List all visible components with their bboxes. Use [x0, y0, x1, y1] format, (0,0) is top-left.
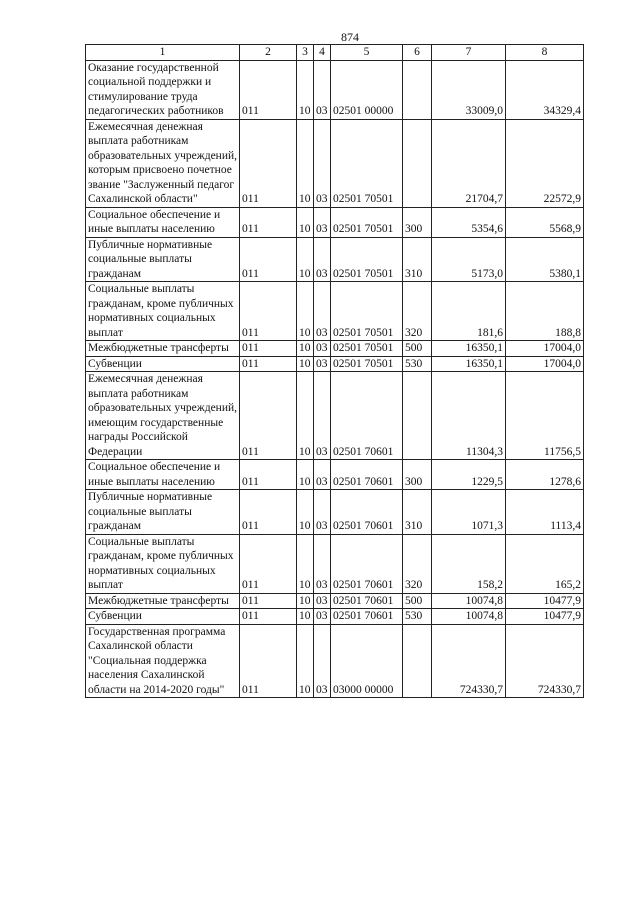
cell-target-item: 02501 70501: [331, 207, 403, 237]
cell-expense-type: 320: [403, 534, 432, 593]
cell-amount-col7: 158,2: [432, 534, 506, 593]
column-header: 7: [432, 45, 506, 61]
column-header: 8: [506, 45, 584, 61]
page-number: 874: [341, 30, 359, 44]
cell-expense-type: 300: [403, 460, 432, 490]
row-name: Публичные нормативные социальные выплаты гражданам: [86, 490, 240, 535]
table-row: [86, 119, 584, 207]
row-name: Субвенции: [86, 609, 240, 625]
cell-ministry-code: 011: [240, 490, 297, 535]
cell-ministry-code: 011: [240, 609, 297, 625]
cell-amount-col8: 1113,4: [506, 490, 584, 535]
cell-target-item: 02501 70601: [331, 372, 403, 460]
cell-subsection: 03: [314, 624, 331, 698]
cell-amount-col7: 1229,5: [432, 460, 506, 490]
cell-expense-type: 310: [403, 237, 432, 282]
cell-amount-col8: 724330,7: [506, 624, 584, 698]
table-row: [86, 609, 584, 625]
cell-ministry-code: 011: [240, 207, 297, 237]
cell-subsection: 03: [314, 207, 331, 237]
row-name: Оказание государственной социальной поддержки и стимулирование труда педагогических работников: [86, 60, 240, 119]
table-row: [86, 534, 584, 593]
cell-ministry-code: 011: [240, 460, 297, 490]
table-row: [86, 60, 584, 119]
cell-section: 10: [297, 460, 314, 490]
cell-target-item: 02501 70601: [331, 460, 403, 490]
cell-subsection: 03: [314, 490, 331, 535]
cell-section: 10: [297, 534, 314, 593]
column-header: 5: [331, 45, 403, 61]
table-row: [86, 237, 584, 282]
cell-target-item: 03000 00000: [331, 624, 403, 698]
cell-amount-col8: 10477,9: [506, 609, 584, 625]
cell-expense-type: 500: [403, 593, 432, 609]
cell-section: 10: [297, 593, 314, 609]
cell-ministry-code: 011: [240, 593, 297, 609]
row-name: Ежемесячная денежная выплата работникам образовательных учреждений, которым присвоено почетное звание "Заслуженный педагог Сахалинской области": [86, 119, 240, 207]
cell-expense-type: 530: [403, 356, 432, 372]
cell-expense-type: [403, 372, 432, 460]
table-row: [86, 282, 584, 341]
cell-ministry-code: 011: [240, 282, 297, 341]
cell-target-item: 02501 70501: [331, 119, 403, 207]
row-name: Социальное обеспечение и иные выплаты населению: [86, 460, 240, 490]
row-name: Межбюджетные трансферты: [86, 341, 240, 357]
table-row: [86, 341, 584, 357]
row-name: Социальное обеспечение и иные выплаты населению: [86, 207, 240, 237]
cell-expense-type: 320: [403, 282, 432, 341]
cell-section: 10: [297, 372, 314, 460]
cell-amount-col8: 34329,4: [506, 60, 584, 119]
row-name: Межбюджетные трансферты: [86, 593, 240, 609]
table-row: [86, 207, 584, 237]
cell-ministry-code: 011: [240, 237, 297, 282]
cell-amount-col7: 724330,7: [432, 624, 506, 698]
table-row: [86, 372, 584, 460]
cell-amount-col7: 21704,7: [432, 119, 506, 207]
cell-subsection: 03: [314, 60, 331, 119]
cell-target-item: 02501 70501: [331, 341, 403, 357]
cell-ministry-code: 011: [240, 119, 297, 207]
cell-amount-col8: 5380,1: [506, 237, 584, 282]
cell-subsection: 03: [314, 372, 331, 460]
cell-target-item: 02501 70501: [331, 237, 403, 282]
table-row: [86, 356, 584, 372]
cell-amount-col8: 10477,9: [506, 593, 584, 609]
cell-ministry-code: 011: [240, 356, 297, 372]
cell-section: 10: [297, 237, 314, 282]
cell-ministry-code: 011: [240, 341, 297, 357]
cell-ministry-code: 011: [240, 372, 297, 460]
cell-subsection: 03: [314, 609, 331, 625]
cell-subsection: 03: [314, 282, 331, 341]
cell-subsection: 03: [314, 237, 331, 282]
cell-target-item: 02501 70601: [331, 593, 403, 609]
cell-section: 10: [297, 282, 314, 341]
cell-amount-col7: 16350,1: [432, 341, 506, 357]
cell-amount-col8: 17004,0: [506, 356, 584, 372]
cell-section: 10: [297, 490, 314, 535]
cell-expense-type: 300: [403, 207, 432, 237]
row-name: Субвенции: [86, 356, 240, 372]
column-header: 2: [240, 45, 297, 61]
column-header: 1: [86, 45, 240, 61]
cell-subsection: 03: [314, 593, 331, 609]
cell-ministry-code: 011: [240, 624, 297, 698]
cell-target-item: 02501 00000: [331, 60, 403, 119]
cell-target-item: 02501 70601: [331, 609, 403, 625]
cell-section: 10: [297, 624, 314, 698]
cell-amount-col8: 17004,0: [506, 341, 584, 357]
cell-amount-col8: 22572,9: [506, 119, 584, 207]
cell-expense-type: [403, 60, 432, 119]
cell-section: 10: [297, 356, 314, 372]
cell-amount-col8: 165,2: [506, 534, 584, 593]
cell-amount-col7: 1071,3: [432, 490, 506, 535]
table-row: [86, 460, 584, 490]
cell-ministry-code: 011: [240, 534, 297, 593]
cell-amount-col7: 181,6: [432, 282, 506, 341]
row-name: Социальные выплаты гражданам, кроме публичных нормативных социальных выплат: [86, 534, 240, 593]
cell-amount-col7: 5173,0: [432, 237, 506, 282]
row-name: Государственная программа Сахалинской области "Социальная поддержка населения Сахалинской области на 2014-2020 годы": [86, 624, 240, 698]
cell-target-item: 02501 70501: [331, 282, 403, 341]
cell-amount-col7: 33009,0: [432, 60, 506, 119]
cell-expense-type: [403, 119, 432, 207]
cell-amount-col7: 10074,8: [432, 593, 506, 609]
column-header: 6: [403, 45, 432, 61]
cell-amount-col7: 5354,6: [432, 207, 506, 237]
cell-expense-type: 500: [403, 341, 432, 357]
cell-amount-col8: 5568,9: [506, 207, 584, 237]
row-name: Социальные выплаты гражданам, кроме публичных нормативных социальных выплат: [86, 282, 240, 341]
cell-subsection: 03: [314, 460, 331, 490]
cell-amount-col7: 11304,3: [432, 372, 506, 460]
budget-table: [85, 44, 584, 698]
column-header: 4: [314, 45, 331, 61]
row-name: Ежемесячная денежная выплата работникам образовательных учреждений, имеющим государственные награды Российской Федерации: [86, 372, 240, 460]
cell-subsection: 03: [314, 356, 331, 372]
table-header-row: [86, 45, 584, 61]
cell-section: 10: [297, 341, 314, 357]
cell-subsection: 03: [314, 119, 331, 207]
cell-amount-col7: 10074,8: [432, 609, 506, 625]
column-header: 3: [297, 45, 314, 61]
cell-amount-col8: 11756,5: [506, 372, 584, 460]
cell-section: 10: [297, 60, 314, 119]
row-name: Публичные нормативные социальные выплаты гражданам: [86, 237, 240, 282]
cell-expense-type: 530: [403, 609, 432, 625]
cell-section: 10: [297, 609, 314, 625]
cell-amount-col8: 1278,6: [506, 460, 584, 490]
cell-section: 10: [297, 119, 314, 207]
cell-section: 10: [297, 207, 314, 237]
cell-expense-type: [403, 624, 432, 698]
cell-expense-type: 310: [403, 490, 432, 535]
cell-target-item: 02501 70601: [331, 534, 403, 593]
cell-subsection: 03: [314, 534, 331, 593]
cell-amount-col8: 188,8: [506, 282, 584, 341]
table-row: [86, 490, 584, 535]
cell-subsection: 03: [314, 341, 331, 357]
cell-target-item: 02501 70501: [331, 356, 403, 372]
table-row: [86, 593, 584, 609]
cell-amount-col7: 16350,1: [432, 356, 506, 372]
table-row: [86, 624, 584, 698]
cell-target-item: 02501 70601: [331, 490, 403, 535]
cell-ministry-code: 011: [240, 60, 297, 119]
